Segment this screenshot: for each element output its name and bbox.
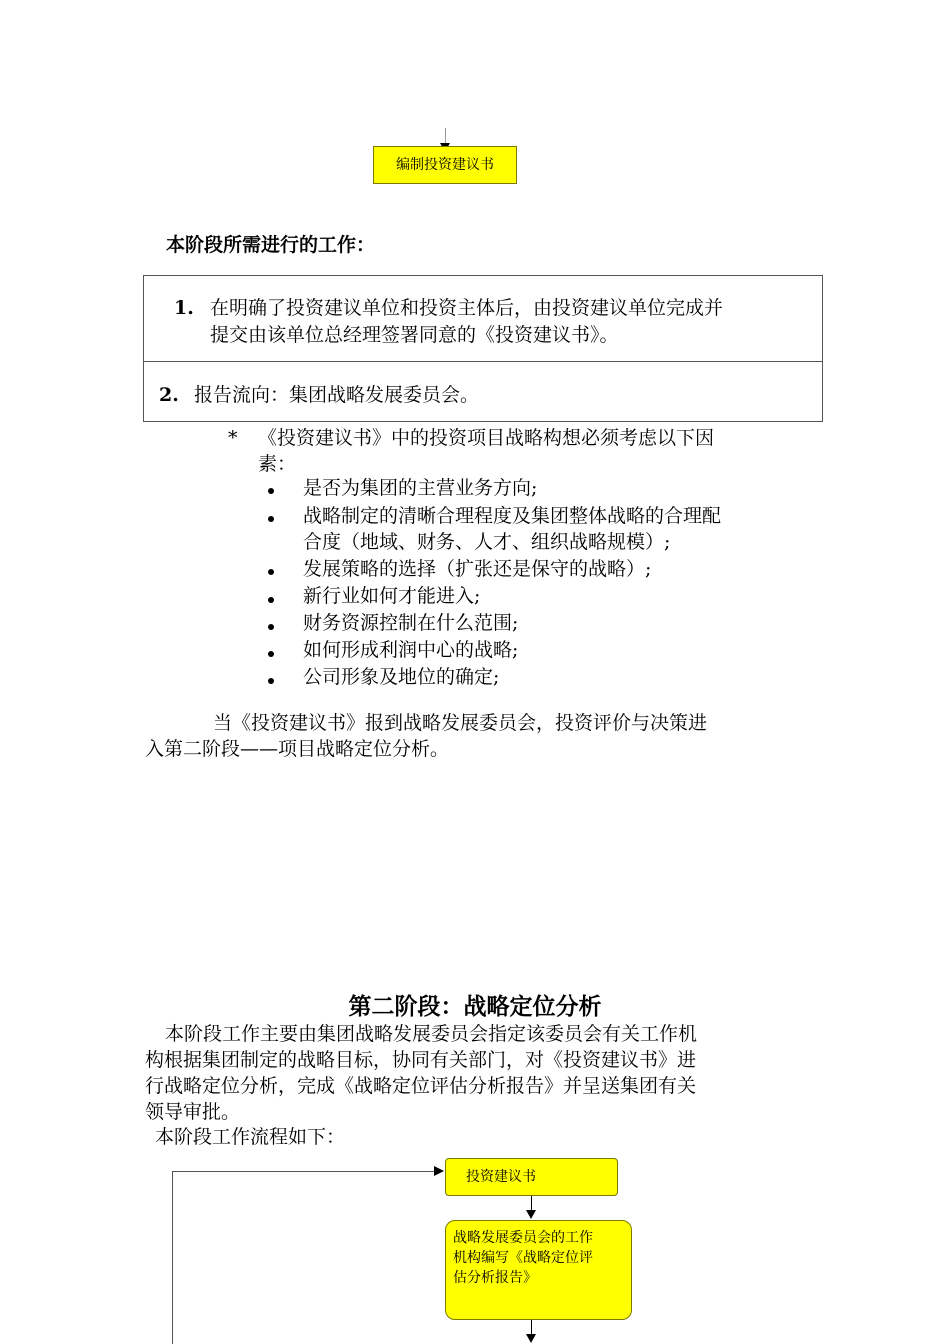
feedback-line-top bbox=[172, 1171, 434, 1172]
flow-box-investment-proposal: 投资建议书 bbox=[445, 1158, 618, 1196]
factor-item: 战略制定的清晰合理程度及集团整体战略的合理配 bbox=[303, 505, 722, 527]
stage2-intro-line: 行战略定位分析，完成《战略定位评估分析报告》并呈送集团有关 bbox=[145, 1075, 697, 1097]
bullet-dot-icon bbox=[268, 488, 274, 494]
flow-box-line: 战略发展委员会的工作 bbox=[453, 1230, 593, 1246]
arrow-down-icon bbox=[526, 1334, 536, 1343]
task-row-2 bbox=[144, 361, 822, 421]
flow-box-line: 机构编写《战略定位评 bbox=[453, 1250, 593, 1266]
bullet-dot-icon bbox=[268, 516, 274, 522]
factor-item-cont: 合度（地域、财务、人才、组织战略规模）; bbox=[303, 531, 671, 553]
stage2-intro-line: 本阶段工作主要由集团战略发展委员会指定该委员会有关工作机 bbox=[165, 1023, 698, 1045]
factor-item: 公司形象及地位的确定; bbox=[303, 666, 500, 688]
factor-item: 财务资源控制在什么范围; bbox=[303, 612, 519, 634]
bullet-dot-icon bbox=[268, 597, 274, 603]
factor-item: 发展策略的选择（扩张还是保守的战略）; bbox=[303, 558, 652, 580]
factor-item: 如何形成利润中心的战略; bbox=[303, 639, 519, 661]
flow-box-compile-proposal: 编制投资建议书 bbox=[373, 146, 517, 184]
bullet-dot-icon bbox=[268, 624, 274, 630]
task-text-line: 提交由该单位总经理签署同意的《投资建议书》。 bbox=[210, 324, 619, 346]
task-number: 1. bbox=[174, 297, 194, 319]
closing-paragraph-line: 入第二阶段——项目战略定位分析。 bbox=[145, 738, 450, 760]
work-heading: 本阶段所需进行的工作： bbox=[166, 234, 376, 256]
task-row-1 bbox=[144, 276, 822, 361]
arrow-right-icon bbox=[434, 1166, 444, 1176]
arrow-down-icon bbox=[526, 1210, 536, 1219]
factor-item: 是否为集团的主营业务方向; bbox=[303, 477, 538, 499]
task-table bbox=[143, 275, 823, 422]
stage2-title: 第二阶段：战略定位分析 bbox=[348, 993, 602, 1020]
flow-intro: 本阶段工作流程如下： bbox=[155, 1126, 346, 1148]
bullet-dot-icon bbox=[268, 651, 274, 657]
task-text-line: 报告流向：集团战略发展委员会。 bbox=[194, 384, 480, 406]
task-text-line: 在明确了投资建议单位和投资主体后，由投资建议单位完成并 bbox=[210, 297, 724, 319]
stage2-intro-line: 构根据集团制定的战略目标，协同有关部门，对《投资建议书》进 bbox=[145, 1049, 697, 1071]
closing-paragraph-line: 当《投资建议书》报到战略发展委员会，投资评价与决策进 bbox=[213, 712, 708, 734]
flow-connector bbox=[531, 1320, 532, 1335]
task-number: 2. bbox=[159, 384, 179, 406]
factor-item: 新行业如何才能进入; bbox=[303, 585, 481, 607]
note-line: 素： bbox=[258, 453, 297, 475]
bullet-dot-icon bbox=[268, 678, 274, 684]
flow-connector-top bbox=[445, 128, 446, 144]
flow-connector bbox=[531, 1196, 532, 1211]
note-line: 《投资建议书》中的投资项目战略构想必须考虑以下因 bbox=[258, 427, 715, 449]
flow-box-line: 估分析报告》 bbox=[453, 1270, 537, 1286]
feedback-line-left bbox=[172, 1171, 173, 1344]
flow-box-strategy-report bbox=[445, 1220, 632, 1320]
bullet-dot-icon bbox=[268, 569, 274, 575]
stage2-intro-line: 领导审批。 bbox=[145, 1101, 241, 1123]
note-star-icon: * bbox=[228, 427, 238, 449]
